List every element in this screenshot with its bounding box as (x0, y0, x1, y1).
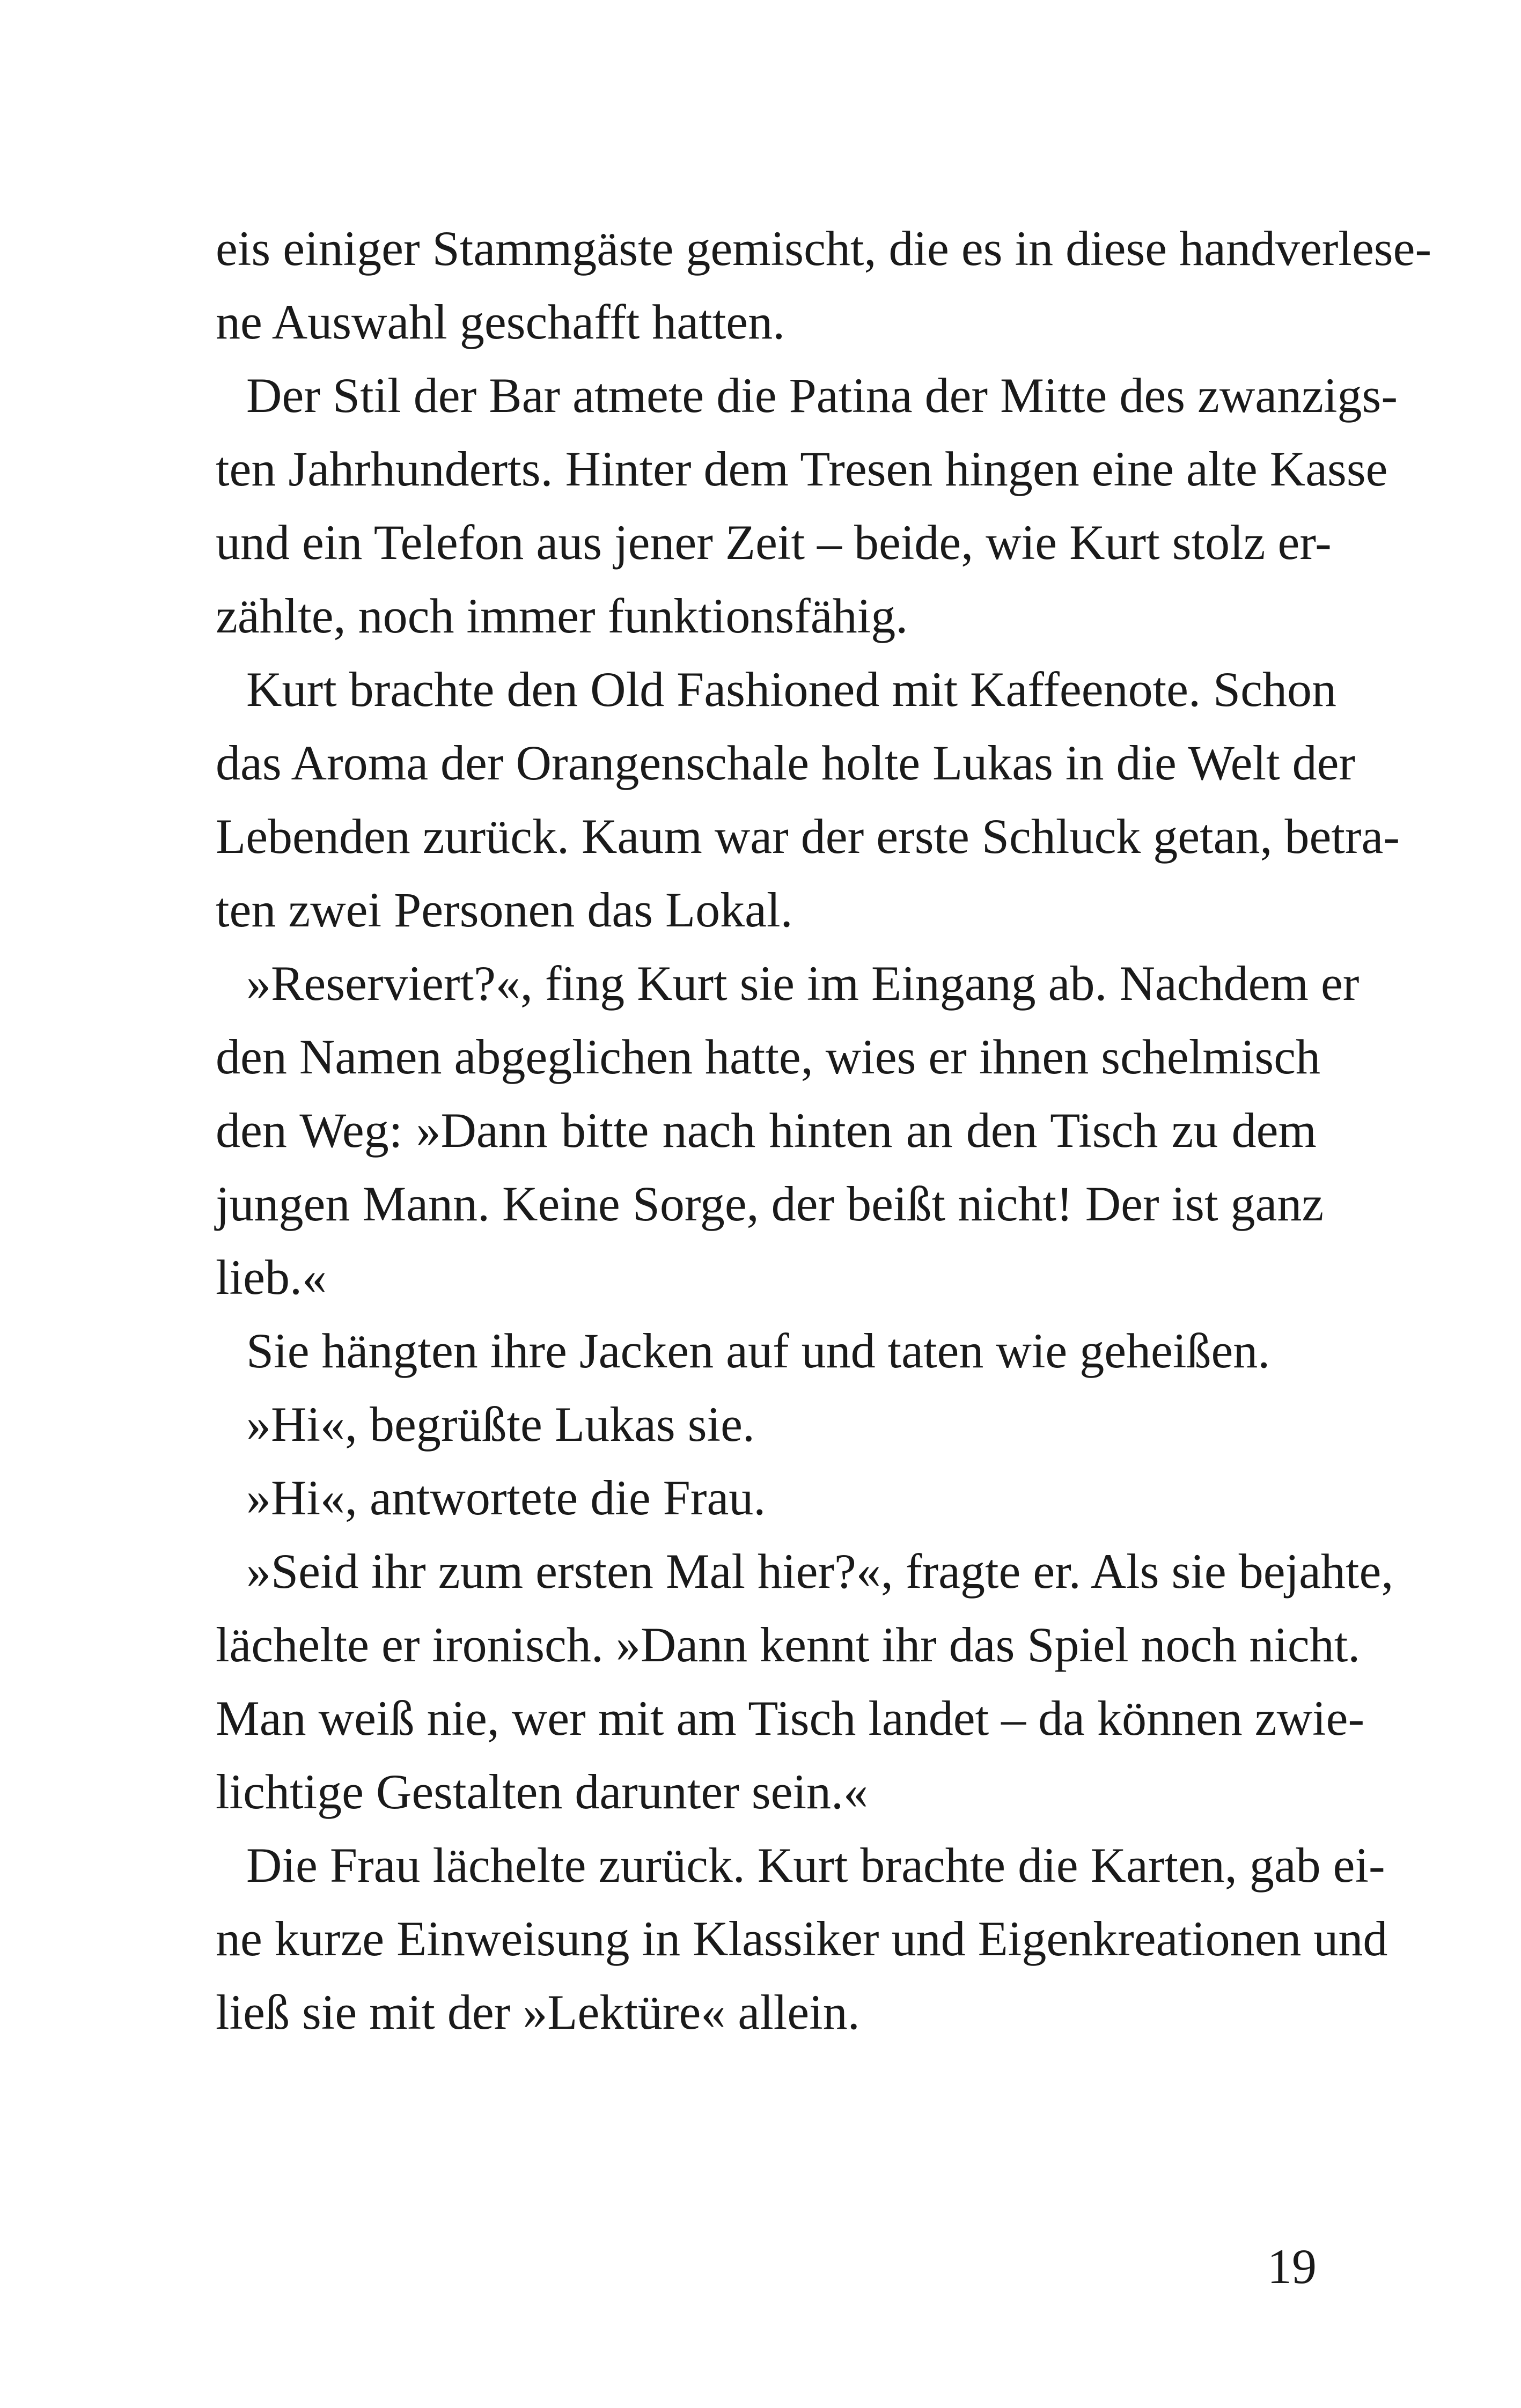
text-line: ließ sie mit der »Lektüre« allein. (216, 1985, 860, 2039)
paragraph (216, 212, 1432, 359)
page-number: 19 (1267, 2239, 1317, 2294)
text-line: ne kurze Einweisung in Klassiker und Eigenkreationen und (216, 1911, 1388, 1966)
text-line: zählte, noch immer funktionsfähig. (216, 588, 908, 643)
text-line: jungen Mann. Keine Sorge, der beißt nicht! Der ist ganz (216, 1176, 1324, 1231)
text-line: Der Stil der Bar atmete die Patina der Mitte des zwanzigs- (246, 368, 1398, 423)
body-text (216, 212, 1432, 2049)
text-line: »Reserviert?«, fing Kurt sie im Eingang ab. Nachdem er (246, 956, 1360, 1011)
text-line: »Hi«, begrüßte Lukas sie. (246, 1397, 755, 1452)
text-line: lichtige Gestalten darunter sein.« (216, 1764, 869, 1819)
text-line: Sie hängten ihre Jacken auf und taten wie geheißen. (246, 1323, 1270, 1378)
text-line: das Aroma der Orangenschale holte Lukas in die Welt der (216, 735, 1356, 790)
text-line: Kurt brachte den Old Fashioned mit Kaffeenote. Schon (246, 662, 1336, 717)
text-line: ne Auswahl geschafft hatten. (216, 294, 785, 349)
paragraph (216, 1829, 1388, 2049)
paragraph (216, 1535, 1394, 1829)
text-line: und ein Telefon aus jener Zeit – beide, wie Kurt stolz er- (216, 515, 1332, 570)
text-line: Man weiß nie, wer mit am Tisch landet – da können zwie- (216, 1691, 1365, 1746)
paragraph (216, 1388, 1317, 1461)
text-line: den Weg: »Dann bitte nach hinten an den Tisch zu dem (216, 1103, 1317, 1158)
text-line: lieb.« (216, 1250, 327, 1305)
text-line: »Hi«, antwortete die Frau. (246, 1470, 766, 1525)
text-line: Die Frau lächelte zurück. Kurt brachte die Karten, gab ei- (246, 1838, 1385, 1892)
text-line: Lebenden zurück. Kaum war der erste Schluck getan, betra- (216, 809, 1400, 864)
paragraph (216, 947, 1360, 1314)
text-line: den Namen abgeglichen hatte, wies er ihnen schelmisch (216, 1029, 1321, 1084)
text-line: ten Jahrhunderts. Hinter dem Tresen hingen eine alte Kasse (216, 441, 1388, 496)
text-line: eis einiger Stammgäste gemischt, die es in diese handverlese- (216, 221, 1432, 276)
text-line: lächelte er ironisch. »Dann kennt ihr das Spiel noch nicht. (216, 1617, 1361, 1672)
text-line: »Seid ihr zum ersten Mal hier?«, fragte er. Als sie bejahte, (246, 1544, 1394, 1599)
paragraph (216, 653, 1400, 947)
paragraph (216, 1314, 1317, 1388)
paragraph (216, 1461, 1317, 1535)
text-line: ten zwei Personen das Lokal. (216, 882, 793, 937)
paragraph (216, 359, 1398, 653)
